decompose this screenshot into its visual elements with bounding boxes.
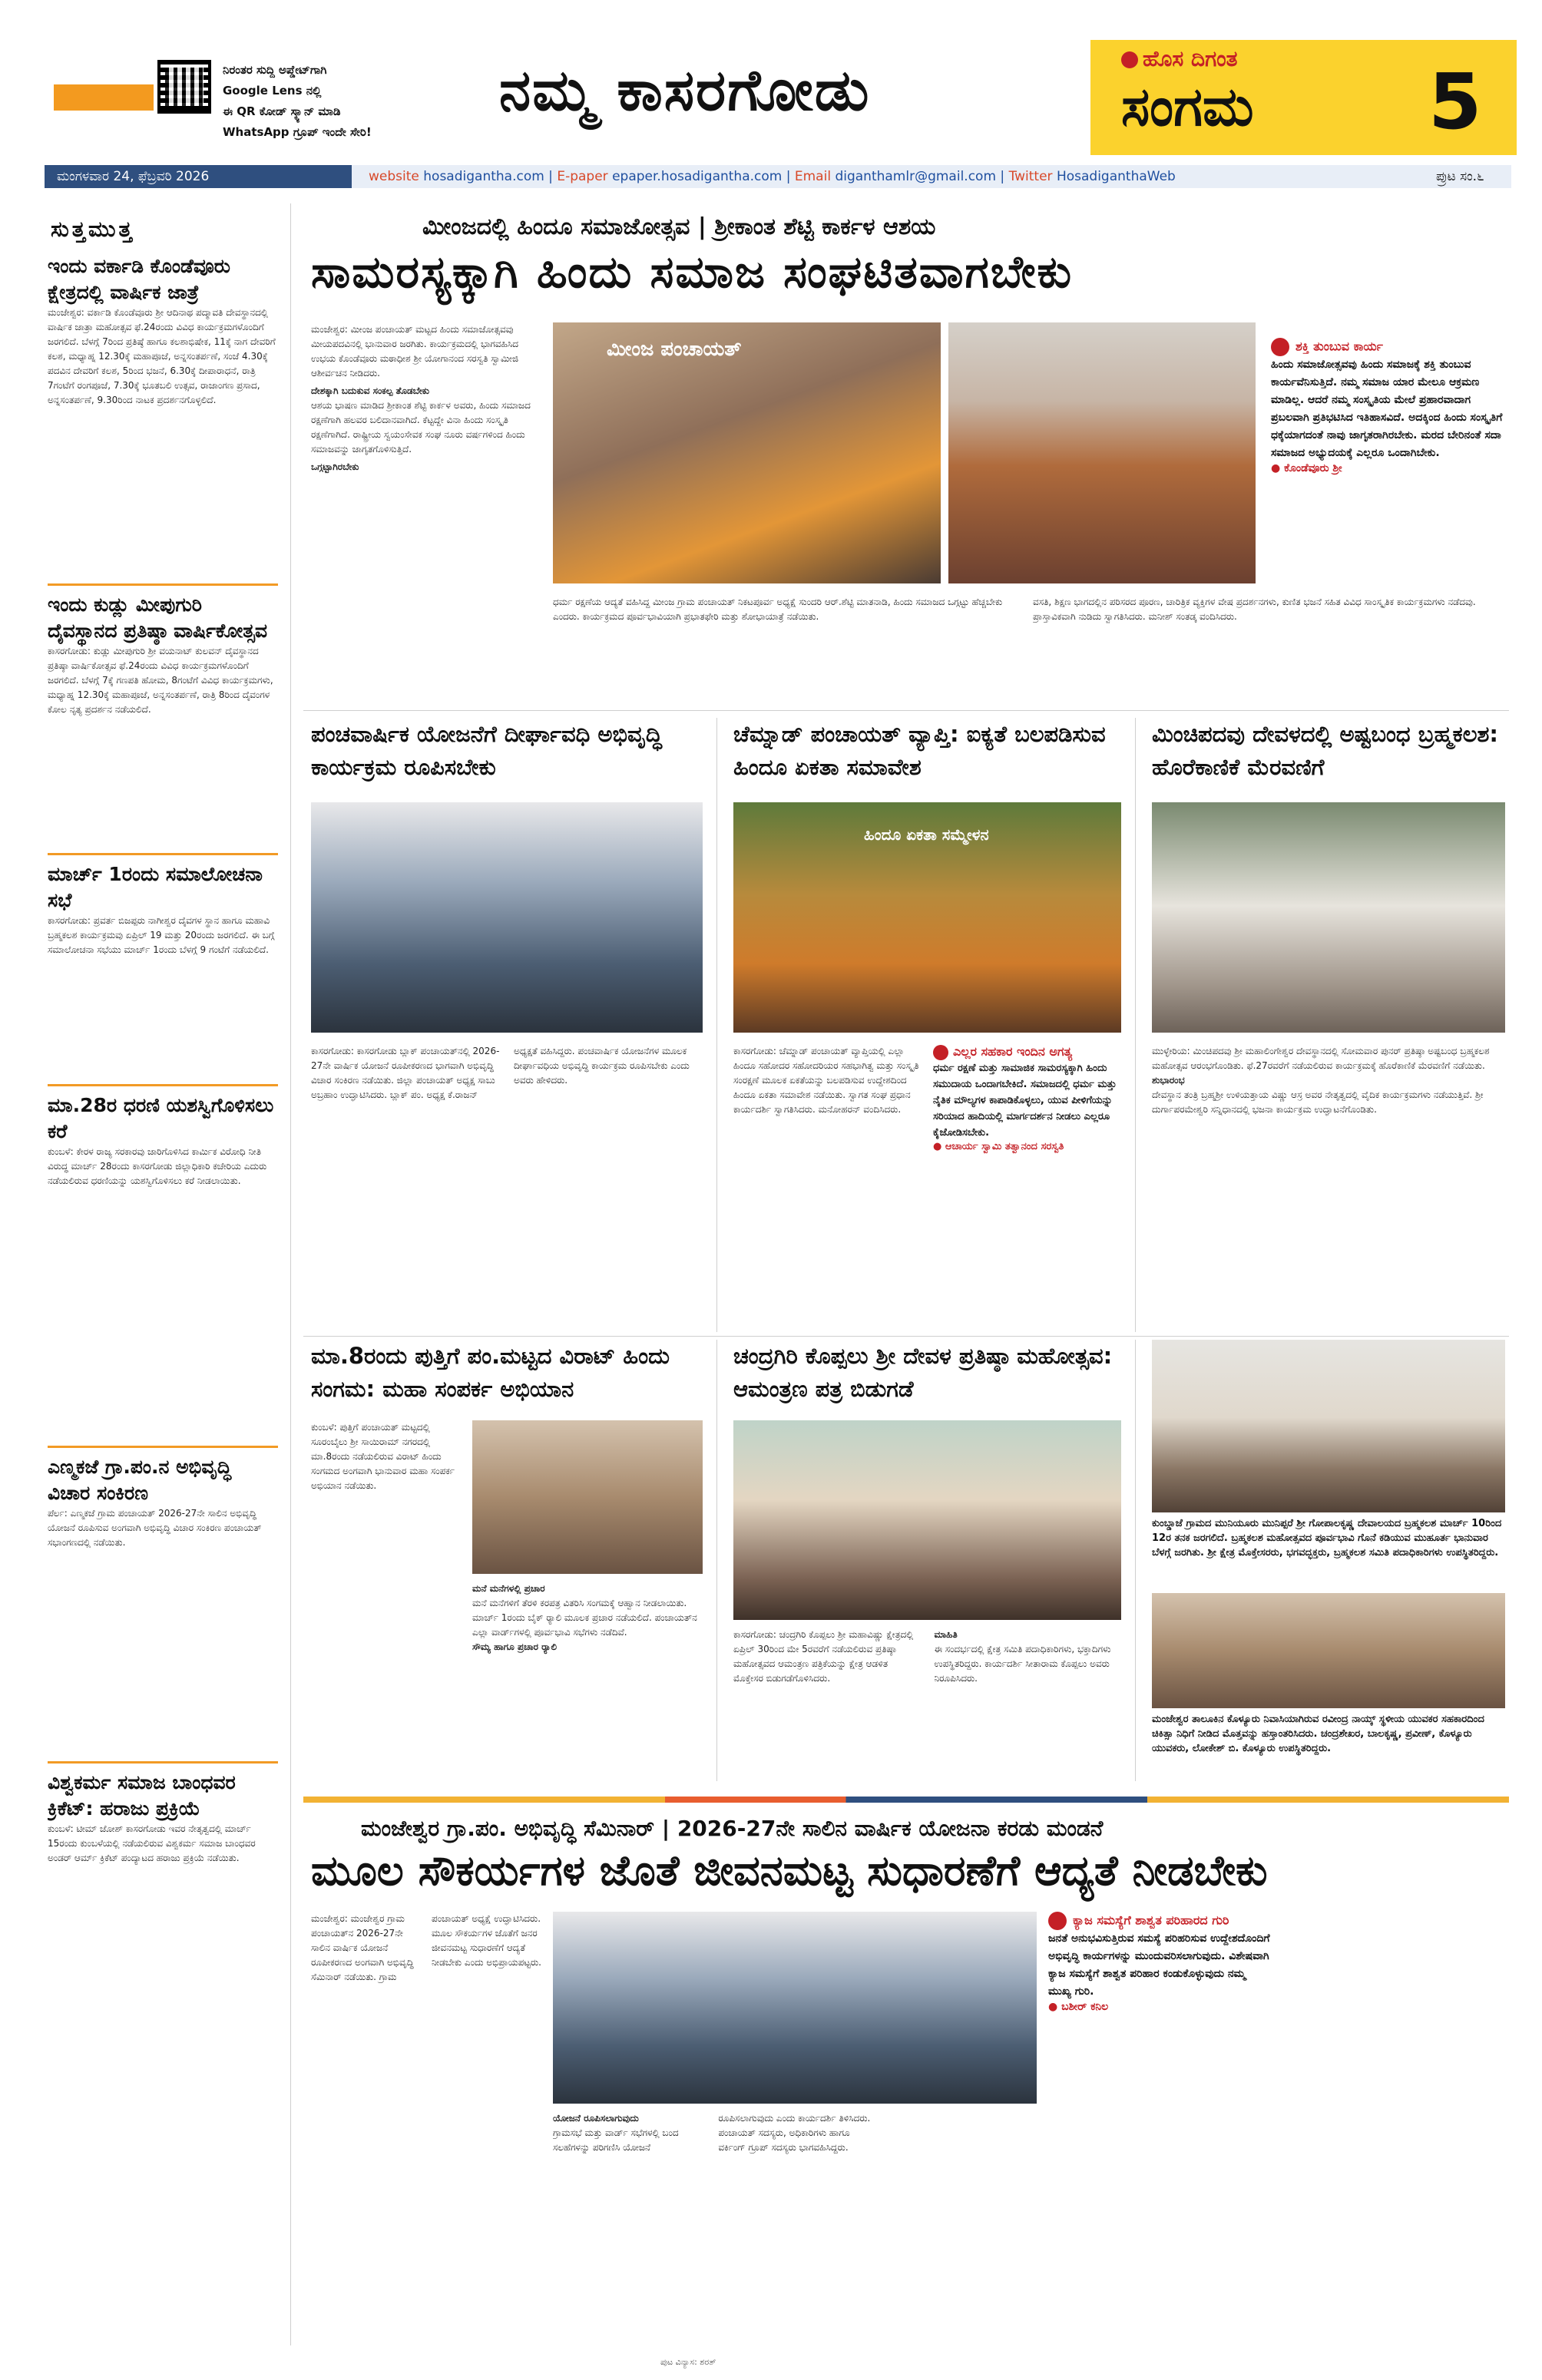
- brief-caption-1: ಕುಂಬ್ಡಾಜೆ ಗ್ರಾಮದ ಮುನಿಯೂರು ಮುನಿಪ್ಪರೆ ಶ್ರೀ ಗೋಪಾಲಕೃಷ್ಣ ದೇವಾಲಯದ ಬ್ರಹ್ಮಕಲಶ ಮಾರ್ಚ್ 10ರಿಂದ 12ರ ತನಕ ಜರಗಲಿದೆ. ಬ್ರಹ್ಮಕಲಶ ಮಹೋತ್ಸವದ ಪೂರ್ವಭಾವಿ ಗೊನೆ ಕಡಿಯುವ ಮುಹೂರ್ತ ಭಾನುವಾರ ಬೆಳಗ್ಗೆ ಜರಗಿತು. ಶ್ರೀ ಕ್ಷೇತ್ರ ಮೊಕ್ತೇಸರರು, ಭಗವದ್ಭಕ್ತರು, ಬ್ರಹ್ಮಕಲಶ ಸಮಿತಿ ಪದಾಧಿಕಾರಿಗಳು ಉಪಸ್ಥಿತರಿದ್ದರು.: [1152, 1518, 1502, 1559]
- sidebar-headline[interactable]: ಮಾ.28ರ ಧರಣಿ ಯಶಸ್ವಿಗೊಳಿಸಲು ಕರೆ: [48, 1094, 274, 1142]
- story-subhead: ಮಾಹಿತಿ: [934, 1629, 958, 1640]
- story-body: ಮನೆ ಮನೆಗಳಿಗೆ ತೆರಳಿ ಕರಪತ್ರ ವಿತರಿಸಿ ಸಂಗಮಕ್ಕೆ ಆಹ್ವಾನ ನೀಡಲಾಯಿತು. ಮಾರ್ಚ್ 1ರಂದು ಬೈಕ್ ರ‍್ಯಾಲಿ ಮೂಲಕ ಪ್ರಚಾರ ನಡೆಯಲಿದೆ. ಪಂಚಾಯತ್‌ನ ಎಲ್ಲಾ ವಾರ್ಡ್‌ಗಳಲ್ಲಿ ಪೂರ್ವಭಾವಿ ಸಭೆಗಳು ನಡೆದಿವೆ.: [472, 1598, 697, 1638]
- photo-banner: ಹಿಂದೂ ಏಕತಾ ಸಮ್ಮೇಳನ: [864, 825, 989, 844]
- story-headline[interactable]: ಚಂದ್ರಗಿರಿ ಕೊಪ್ಪಲು ಶ್ರೀ ದೇವಳ ಪ್ರತಿಷ್ಠಾ ಮಹೋತ್ಸವ: ಆಮಂತ್ರಣ ಪತ್ರ ಬಿಡುಗಡೆ: [733, 1343, 1113, 1402]
- story-subhead: ಶುಭಾರಂಭ: [1152, 1075, 1185, 1086]
- email-link[interactable]: diganthamlr@gmail.com: [835, 169, 997, 184]
- sidebar-body: ಪೆರ್ಲ: ಎಣ್ಮಕಜೆ ಗ್ರಾಮ ಪಂಚಾಯತ್ 2026-27ನೇ ಸಾಲಿನ ಅಭಿವೃದ್ಧಿ ಯೋಜನೆ ರೂಪಿಸುವ ಅಂಗವಾಗಿ ಅಭಿವೃದ್ಧಿ ವಿಚಾರ ಸಂಕಿರಣ ಪಂಚಾಯತ್ ಸಭಾಂಗಣದಲ್ಲಿ ನಡೆಯಿತು.: [48, 1508, 262, 1548]
- masthead-accent-bar: [54, 84, 154, 111]
- story-panchavarshika: [303, 718, 706, 1332]
- divider: [48, 853, 278, 855]
- lead-body-column: [1033, 595, 1505, 718]
- callout-header: [1271, 338, 1505, 356]
- story-body: ಕುಂಬಳೆ: ಪುತ್ತಿಗೆ ಪಂಚಾಯತ್ ಮಟ್ಟದಲ್ಲಿ ಸೂರಂಬೈಲು ಶ್ರೀ ಸಾಯಿರಾಮ್ ನಗರದಲ್ಲಿ ಮಾ.8ರಂದು ನಡೆಯಲಿರುವ ವಿರಾಟ್ ಹಿಂದು ಸಂಗಮದ ಅಂಗವಾಗಿ ಭಾನುವಾರ ಮಹಾ ಸಂಪರ್ಕ ಅಭಿಯಾನ ನಡೆಯಿತು.: [311, 1422, 455, 1491]
- sidebar-body: ಕಾಸರಗೋಡು: ಪ್ರವರ್ತ ಬಿಜಪ್ಪರು ನಾಗೀಶ್ವರ ದೈವಗಳ ಸ್ಥಾನ ಹಾಗೂ ಮಹಾವಿ ಬ್ರಹ್ಮಕಲಶ ಕಾರ್ಯಕ್ರಮವು ಏಪ್ರಿಲ್ 19 ಮತ್ತು 20ರಂದು ಜರಗಲಿದೆ. ಈ ಬಗ್ಗೆ ಸಮಾಲೋಚನಾ ಸಭೆಯು ಮಾರ್ಚ್ 1ರಂದು ಬೆಳಗ್ಗೆ 9 ಗಂಟೆಗೆ ನಡೆಯಲಿದೆ.: [48, 915, 275, 955]
- brief-photo-2: [1152, 1593, 1505, 1708]
- twitter-link[interactable]: HosadiganthaWeb: [1056, 169, 1176, 184]
- sidebar-item: [48, 1770, 278, 2077]
- qr-instructions: [223, 60, 476, 143]
- bottom-body-column: [553, 2111, 1037, 2342]
- callout-title: ಶಕ್ತಿ ತುಂಬುವ ಕಾರ್ಯ: [1295, 339, 1383, 354]
- sidebar-item: [48, 1092, 278, 1446]
- sidebar-item: [48, 253, 278, 583]
- callout-header: [933, 1044, 1121, 1060]
- lead-body: ಧರ್ಮ ರಕ್ಷಣೆಯ ಆದ್ಯತೆ ವಹಿಸಿದ್ದ ಮೀಂಜ ಗ್ರಾಮ ಪಂಚಾಯತ್ ನಿಕಟಪೂರ್ವ ಅಧ್ಯಕ್ಷೆ ಸುಂದರಿ ಆರ್.ಶೆಟ್ಟಿ ಮಾತನಾಡಿ, ಹಿಂದು ಸಮಾಜದ ಒಗ್ಗಟ್ಟು ಹೆಚ್ಚಬೇಕು ಎಂದರು. ಕಾರ್ಯಕ್ರಮದ ಪೂರ್ವಭಾವಿಯಾಗಿ ಪ್ರಭಾತಫೇರಿ ಮತ್ತು ಶೋಭಾಯಾತ್ರೆ ನಡೆಯಿತು.: [553, 597, 1003, 622]
- story-chemnad: [726, 718, 1125, 1332]
- callout-quote-icon: [1048, 1912, 1067, 1930]
- page-title: ನಮ್ಮ ಕಾಸರಗೋಡು: [499, 58, 871, 124]
- story-photo: [311, 802, 703, 1033]
- brand-top-label: ಹೊಸ ದಿಗಂತ: [1143, 46, 1238, 71]
- callout-quote-icon: [1271, 338, 1289, 356]
- lead-subhead: ಒಗ್ಗಟ್ಟಾಗಿರಬೇಕು: [311, 461, 359, 472]
- lead-body-column: [311, 322, 541, 714]
- story-subhead: ಸೌಮ್ಯ ಹಾಗೂ ಪ್ರಚಾರ ರ‍್ಯಾಲಿ: [472, 1641, 558, 1652]
- brand-name: ಸಂಗಮ: [1121, 75, 1254, 138]
- story-headline[interactable]: ಪಂಚವಾರ್ಷಿಕ ಯೋಜನೆಗೆ ದೀರ್ಘಾವಧಿ ಅಭಿವೃದ್ಧಿ ಕಾರ್ಯಕ್ರಮ ರೂಪಿಸಬೇಕು: [311, 721, 662, 780]
- sidebar-body: ಕುಂಬಳೆ: ಕೇರಳ ರಾಜ್ಯ ಸರಕಾರವು ಜಾರಿಗೊಳಿಸಿದ ಕಾರ್ಮಿಕ ವಿರೋಧಿ ನೀತಿ ವಿರುದ್ಧ ಮಾರ್ಚ್ 28ರಂದು ಕಾಸರಗೋಡು ಜಿಲ್ಲಾಧಿಕಾರಿ ಕಚೇರಿಯ ಎದುರು ನಡೆಯಲಿರುವ ಧರಣಿಯನ್ನು ಯಶಸ್ವಿಗೊಳಿಸಲು ಕರೆ ನೀಡಲಾಯಿತು.: [48, 1146, 267, 1186]
- sidebar-body: ಕಾಸರಗೋಡು: ಕುಡ್ಲು ಮೀಪುಗುರಿ ಶ್ರೀ ವಯನಾಟ್ ಕುಲವನ್ ದೈವಸ್ಥಾನದ ಪ್ರತಿಷ್ಠಾ ವಾರ್ಷಿಕೋತ್ಸವ ಫೆ.24ರಂದು ವಿವಿಧ ಕಾರ್ಯಕ್ರಮಗಳೊಂದಿಗೆ ಜರಗಲಿದೆ. ಬೆಳಗ್ಗೆ 7ಕ್ಕೆ ಗಣಪತಿ ಹೋಮ, 8ಗಂಟೆಗೆ ವಿವಿಧ ಕಾರ್ಯಕ್ರಮಗಳು, ಮಧ್ಯಾಹ್ನ 12.30ಕ್ಕೆ ಮಹಾಪೂಜೆ, ಅನ್ನಸಂತರ್ಪಣೆ, ರಾತ್ರಿ 8ರಿಂದ ದೈವಂಗಳ ಕೋಲ ನೃತ್ಯ ಪ್ರದರ್ಶನ ನಡೆಯಲಿದೆ.: [48, 646, 273, 715]
- callout-header: [1048, 1912, 1271, 1930]
- callout-signature: ● ಆಚಾರ್ಯ ಸ್ವಾಮಿ ತತ್ವಾನಂದ ಸರಸ್ವತಿ: [933, 1140, 1064, 1152]
- contact-links: website hosadigantha.com | E-paper epaper.hosadigantha.com | Email diganthamlr@gmail.com | Twitter HosadiganthaWeb: [369, 169, 1176, 184]
- divider: [48, 1446, 278, 1448]
- bottom-kicker: ಮಂಜೇಶ್ವರ ಗ್ರಾ.ಪಂ. ಅಭಿವೃದ್ಧಿ ಸೆಮಿನಾರ್ | 2026-27ನೇ ಸಾಲಿನ ವಾರ್ಷಿಕ ಯೋಜನಾ ಕರಡು ಮಂಡನೆ: [361, 1816, 1104, 1841]
- sidebar-item: [48, 861, 278, 1084]
- website-label: website: [369, 169, 419, 184]
- photo-banner: ಮೀಂಜ ಪಂಚಾಯತ್: [607, 338, 742, 361]
- story-body: ಕಾಸರಗೋಡು: ಚಂದ್ರಗಿರಿ ಕೊಪ್ಪಲು ಶ್ರೀ ಮಹಾವಿಷ್ಣು ಕ್ಷೇತ್ರದಲ್ಲಿ ಏಪ್ರಿಲ್ 30ರಿಂದ ಮೇ 5ರವರೆಗೆ ನಡೆಯಲಿರುವ ಪ್ರತಿಷ್ಠಾ ಮಹೋತ್ಸವದ ಆಮಂತ್ರಣ ಪತ್ರಿಕೆಯನ್ನು ಕ್ಷೇತ್ರ ಆಡಳಿತ ಮೊಕ್ತೇಸರ ಬಿಡುಗಡೆಗೊಳಿಸಿದರು.: [733, 1629, 914, 1684]
- brief-caption-2: ಮಂಜೇಶ್ವರ ತಾಲೂಕಿನ ಕೊಳ್ಯೂರು ನಿವಾಸಿಯಾಗಿರುವ ರವೀಂದ್ರ ನಾಯ್ಕ್ ಸ್ಥಳೀಯ ಯುವಕರ ಸಹಕಾರದಿಂದ ಚಿಕಿತ್ಸಾ ನಿಧಿಗೆ ನೀಡಿದ ಮೊತ್ತವನ್ನು ಹಸ್ತಾಂತರಿಸಿದರು. ಚಂದ್ರಶೇಖರ, ಬಾಲಕೃಷ್ಣ, ಪ್ರವೀಣ್, ಕೊಳ್ಯೂರು ಯುವಕರು, ಲೋಕೇಶ್ ಬಿ. ಕೊಳ್ಯೂರು ಉಪಸ್ಥಿತರಿದ್ದರು.: [1152, 1714, 1484, 1754]
- epaper-label: E-paper: [557, 169, 608, 184]
- lead-body: ವಸತಿ, ಶಿಕ್ಷಣ ಭಾಗದಲ್ಲಿನ ಪರಿಸರದ ಪೂರಣ, ಚಾರಿತ್ರಿಕ ವ್ಯಕ್ತಿಗಳ ವೇಷ ಪ್ರದರ್ಶನಗಳು, ಕುಣಿತ ಭಜನೆ ಸಹಿತ ವಿವಿಧ ಸಾಂಸ್ಕೃತಿಕ ಕಾರ್ಯಕ್ರಮಗಳು ನಡೆದವು. ಪ್ರಾಸ್ತಾವಿಕವಾಗಿ ನುಡಿದು ಸ್ವಾಗತಿಸಿದರು. ಮನೀಶ್ ಸಂತಡ್ಕ ವಂದಿಸಿದರು.: [1033, 597, 1476, 622]
- brand-top-line: [1121, 46, 1238, 72]
- page-label: ಪ್ರುಟ ಸಂ.೬: [1436, 169, 1484, 184]
- page-footer: ಪುಟ ವಿನ್ಯಾಸ: ಶರತ್: [660, 2357, 716, 2367]
- story-body: ಮುಳ್ಳೇರಿಯ: ಮಿಂಚಿಪದವು ಶ್ರೀ ಮಹಾಲಿಂಗೇಶ್ವರ ದೇವಸ್ಥಾನದಲ್ಲಿ ಸೋಮವಾರ ಪುನರ್ ಪ್ರತಿಷ್ಠಾ ಅಷ್ಟಬಂಧ ಬ್ರಹ್ಮಕಲಶ ಮಹೋತ್ಸವ ಆರಂಭಗೊಂಡಿತು. ಫೆ.27ರವರೆಗೆ ನಡೆಯಲಿರುವ ಕಾರ್ಯಕ್ರಮಕ್ಕೆ ಹೊರೆಕಾಣಿಕೆ ಮೆರವಣಿಗೆ ನಡೆಯಿತು.: [1152, 1046, 1490, 1071]
- divider: [48, 1084, 278, 1086]
- sidebar-item: [48, 592, 278, 853]
- sidebar-item: [48, 1454, 278, 1761]
- qr-line: WhatsApp ಗ್ರೂಪ್ ಇಂದೇ ಸೇರಿ!: [223, 125, 372, 139]
- sidebar-headline[interactable]: ಎಣ್ಮಕಜೆ ಗ್ರಾ.ಪಂ.ನ ಅಭಿವೃದ್ಧಿ ವಿಚಾರ ಸಂಕಿರಣ: [48, 1456, 232, 1504]
- column-divider: [1135, 718, 1136, 1332]
- callout-signature-name: ಕೊಂಡೆವೂರು ಶ್ರೀ: [1284, 462, 1342, 474]
- sidebar-headline[interactable]: ವಿಶ್ವಕರ್ಮ ಸಮಾಜ ಬಾಂಧವರ ಕ್ರಿಕೆಟ್: ಹರಾಜು ಪ್ರಕ್ರಿಯೆ: [48, 1771, 236, 1820]
- qr-line: Google Lens ನಲ್ಲಿ: [223, 84, 322, 98]
- callout-body: ಜನತೆ ಅನುಭವಿಸುತ್ತಿರುವ ಸಮಸ್ಯೆ ಪರಿಹರಿಸುವ ಉದ್ದೇಶದೊಂದಿಗೆ ಅಭಿವೃದ್ಧಿ ಕಾರ್ಯಗಳನ್ನು ಮುಂದುವರಿಸಲಾಗುವುದು. ವಿಶೇಷವಾಗಿ ಕ್ಯಾಜ ಸಮಸ್ಯೆಗೆ ಶಾಶ್ವತ ಪರಿಹಾರ ಕಂಡುಕೊಳ್ಳುವುದು ನಮ್ಮ ಮುಖ್ಯ ಗುರಿ.: [1048, 1932, 1270, 1998]
- email-label: Email: [794, 169, 832, 184]
- lead-body: ಆಶಯ ಭಾಷಣ ಮಾಡಿದ ಶ್ರೀಕಾಂತ ಶೆಟ್ಟಿ ಕಾರ್ಕಳ ಅವರು, ಹಿಂದು ಸಮಾಜದ ರಕ್ಷಣೆಗಾಗಿ ಹಲವರ ಬಲಿದಾನವಾಗಿದೆ. ಕೆಟ್ಟದ್ದೇ ವಿನಾ ಹಿಂದು ಸಂಸ್ಕೃತಿ ರಕ್ಷಣೆಗಾಗಿದೆ. ರಾಷ್ಟ್ರೀಯ ಸ್ವಯಂಸೇವಕ ಸಂಘ ನೂರು ವರ್ಷಗಳಿಂದ ಹಿಂದು ಸಮಾಜವನ್ನು ಜಾಗೃತಗೊಳಿಸುತ್ತಿದೆ.: [311, 400, 531, 455]
- sidebar-brand: ಸುತ್ತಮುತ್ತ: [51, 217, 135, 242]
- website-link[interactable]: hosadigantha.com: [423, 169, 544, 184]
- brand-logo-icon: [1121, 51, 1138, 68]
- callout-title: ಎಲ್ಲರ ಸಹಕಾರ ಇಂದಿನ ಅಗತ್ಯ: [953, 1044, 1073, 1059]
- qr-line: ಈ QR ಕೋಡ್ ಸ್ಕ್ಯಾನ್ ಮಾಡಿ: [223, 104, 341, 118]
- bottom-callout: [1048, 1912, 1271, 2134]
- sidebar-body: ಮಂಜೇಶ್ವರ: ವರ್ಕಾಡಿ ಕೊಂಡೆವೂರು ಶ್ರೀ ಆದಿನಾಥ ಪದ್ಮಾವತಿ ದೇವಸ್ಥಾನದಲ್ಲಿ ವಾರ್ಷಿಕ ಜಾತ್ರಾ ಮಹೋತ್ಸವ ಫೆ.24ರಂದು ವಿವಿಧ ಕಾರ್ಯಕ್ರಮಗಳೊಂದಿಗೆ ಜರಗಲಿದೆ. ಬೆಳಗ್ಗೆ 7ರಿಂದ ಪ್ರತಿಷ್ಠೆ ಹಾಗೂ ಕಲಶಾಭಿಷೇಕ, 11ಕ್ಕೆ ನಾಗ ದೇವರಿಗೆ ಕಲಶ, ಮಧ್ಯಾಹ್ನ 12.30ಕ್ಕೆ ಮಹಾಪೂಜೆ, ಅನ್ನಸಂತರ್ಪಣೆ, ಸಂಜೆ 4.30ಕ್ಕೆ ಪದವಿನ ದೇವರಿಗೆ ಕಲಶ, 5ರಿಂದ ಭಜನೆ, 6.30ಕ್ಕೆ ದೀಪಾರಾಧನೆ, ರಾತ್ರಿ 7ಗಂಟೆಗೆ ರಂಗಪೂಜೆ, 7.30ಕ್ಕೆ ಭೂತಬಲಿ ಉತ್ಸವ, ರಾಜಾಂಗಣ ಪ್ರಸಾದ, ಅನ್ನಸಂತರ್ಪಣೆ, 9.30ರಿಂದ ನಾಟಕ ಪ್ರದರ್ಶನಗೊಳ್ಳಲಿದೆ.: [48, 307, 276, 405]
- sidebar-headline[interactable]: ಇಂದು ಕುಡ್ಲು ಮೀಪುಗುರಿ ದೈವಸ್ಥಾನದ ಪ್ರತಿಷ್ಠಾ ವಾರ್ಷಿಕೋತ್ಸವ: [48, 593, 268, 642]
- bottom-body: ಮಂಜೇಶ್ವರ: ಮಂಜೇಶ್ವರ ಗ್ರಾಮ ಪಂಚಾಯತ್‌ನ 2026-27ನೇ ಸಾಲಿನ ವಾರ್ಷಿಕ ಯೋಜನೆ ರೂಪೀಕರಣದ ಅಂಗವಾಗಿ ಅಭಿವೃದ್ಧಿ ಸೆಮಿನಾರ್ ನಡೆಯಿತು. ಗ್ರಾಮ ಪಂಚಾಯತ್ ಅಧ್ಯಕ್ಷೆ ಉದ್ಘಾಟಿಸಿದರು. ಮೂಲ ಸೌಕರ್ಯಗಳ ಜೊತೆಗೆ ಜನರ ಜೀವನಮಟ್ಟ ಸುಧಾರಣೆಗೆ ಆದ್ಯತೆ ನೀಡಬೇಕು ಎಂದು ಅಭಿಪ್ರಾಯಪಟ್ಟರು.: [311, 1913, 541, 1982]
- story-headline[interactable]: ಚೆಮ್ನಾಡ್ ಪಂಚಾಯತ್ ವ್ಯಾಪ್ತಿ: ಐಕ್ಯತೆ ಬಲಪಡಿಸುವ ಹಿಂದೂ ಏಕತಾ ಸಮಾವೇಶ: [733, 721, 1106, 780]
- story-photo: [1152, 802, 1505, 1033]
- callout-title: ಕ್ಯಾಜ ಸಮಸ್ಯೆಗೆ ಶಾಶ್ವತ ಪರಿಹಾರದ ಗುರಿ: [1073, 1912, 1229, 1928]
- lead-headline[interactable]: ಸಾಮರಸ್ಯಕ್ಕಾಗಿ ಹಿಂದು ಸಮಾಜ ಸಂಘಟಿತವಾಗಬೇಕು: [311, 246, 1074, 298]
- decorative-rule: [303, 1797, 1509, 1803]
- lead-subhead: ದೇಶಕ್ಕಾಗಿ ಬದುಕುವ ಸಂಕಲ್ಪ ತೊಡಬೇಕು: [311, 385, 430, 396]
- divider: [48, 583, 278, 586]
- story-puttige: [303, 1340, 706, 1781]
- story-body: ಈ ಸಂದರ್ಭದಲ್ಲಿ ಕ್ಷೇತ್ರ ಸಮಿತಿ ಪದಾಧಿಕಾರಿಗಳು, ಭಕ್ತಾದಿಗಳು ಉಪಸ್ಥಿತರಿದ್ದರು. ಕಾರ್ಯದರ್ಶಿ ಸೀತಾರಾಮ ಕೊಪ್ಪಲು ಅವರು ನಿರೂಪಿಸಿದರು.: [934, 1644, 1111, 1684]
- story-subhead: ಮನೆ ಮನೆಗಳಲ್ಲಿ ಪ್ರಚಾರ: [472, 1583, 545, 1594]
- brief-photo-1: [1152, 1340, 1505, 1512]
- lead-kicker: ಮೀಂಜದಲ್ಲಿ ಹಿಂದೂ ಸಮಾಜೋತ್ಸವ | ಶ್ರೀಕಾಂತ ಶೆಟ್ಟಿ ಕಾರ್ಕಳ ಆಶಯ: [422, 213, 936, 240]
- epaper-link[interactable]: epaper.hosadigantha.com: [612, 169, 783, 184]
- lead-photo-2: [948, 322, 1256, 583]
- story-body: ಕಾಸರಗೋಡು: ಚೆಮ್ನಾಡ್ ಪಂಚಾಯತ್ ವ್ಯಾಪ್ತಿಯಲ್ಲಿ ಎಲ್ಲಾ ಹಿಂದೂ ಸಹೋದರ ಸಹೋದರಿಯರ ಸಹಭಾಗಿತ್ವ ಮತ್ತು ಸಂಸ್ಕೃತಿ ಸಂರಕ್ಷಣೆ ಮೂಲಕ ಏಕತೆಯನ್ನು ಬಲಪಡಿಸುವ ಉದ್ದೇಶದಿಂದ ಹಿಂದೂ ಏಕತಾ ಸಮಾವೇಶ ನಡೆಯಿತು. ಸ್ವಾಗತ ಸಂಘ ಪ್ರಧಾನ ಕಾರ್ಯದರ್ಶಿ ಸ್ವಾಗತಿಸಿದರು. ಮನೋಹರನ್ ವಂದಿಸಿದರು.: [733, 1046, 919, 1115]
- sidebar-headline[interactable]: ಇಂದು ವರ್ಕಾಡಿ ಕೊಂಡೆವೂರು ಕ್ಷೇತ್ರದಲ್ಲಿ ವಾರ್ಷಿಕ ಜಾತ್ರೆ: [48, 255, 230, 303]
- column-divider: [716, 1340, 717, 1781]
- callout-signature-name: ಆಚಾರ್ಯ ಸ್ವಾಮಿ ತತ್ವಾನಂದ ಸರಸ್ವತಿ: [945, 1140, 1064, 1152]
- story-body-column: [1152, 1044, 1505, 1328]
- bottom-body-2: ಗ್ರಾಮಸಭೆ ಮತ್ತು ವಾರ್ಡ್ ಸಭೆಗಳಲ್ಲಿ ಬಂದ ಸಲಹೆಗಳನ್ನು ಪರಿಗಣಿಸಿ ಯೋಜನೆ ರೂಪಿಸಲಾಗುವುದು ಎಂದು ಕಾರ್ಯದರ್ಶಿ ತಿಳಿಸಿದರು. ಪಂಚಾಯತ್ ಸದಸ್ಯರು, ಅಧಿಕಾರಿಗಳು ಹಾಗೂ ವರ್ಕಿಂಗ್ ಗ್ರೂಪ್ ಸದಸ್ಯರು ಭಾಗವಹಿಸಿದ್ದರು.: [553, 2113, 871, 2153]
- story-body: ದೇವಸ್ಥಾನ ತಂತ್ರಿ ಬ್ರಹ್ಮಶ್ರೀ ಉಳಿಯತ್ತಾಯ ವಿಷ್ಣು ಆಸ್ರ ಅವರ ನೇತೃತ್ವದಲ್ಲಿ ವೈದಿಕ ಕಾರ್ಯಕ್ರಮಗಳು ನಡೆಯುತ್ತಿವೆ. ಶ್ರೀ ದುರ್ಗಾಪರಮೇಶ್ವರಿ ಸನ್ನಿಧಾನದಲ್ಲಿ ಭಜನಾ ಕಾರ್ಯಕ್ರಮ ಉದ್ಘಾಟನೆಗೊಂಡಿತು.: [1152, 1089, 1484, 1115]
- story-minchipadavu: [1144, 718, 1509, 1332]
- sidebar-headline[interactable]: ಮಾರ್ಚ್ 1ರಂದು ಸಮಾಲೋಚನಾ ಸಭೆ: [48, 863, 263, 911]
- section-divider: [303, 1336, 1509, 1337]
- story-headline[interactable]: ಮಿಂಚಿಪದವು ದೇವಳದಲ್ಲಿ ಅಷ್ಟಬಂಧ ಬ್ರಹ್ಮಕಲಶ: ಹೊರೆಕಾಣಿಕೆ ಮೆರವಣಿಗೆ: [1152, 721, 1498, 780]
- column-divider: [290, 203, 291, 2345]
- callout-body: ಹಿಂದು ಸಮಾಜೋತ್ಸವವು ಹಿಂದು ಸಮಾಜಕ್ಕೆ ಶಕ್ತಿ ತುಂಬುವ ಕಾರ್ಯವೆನಿಸುತ್ತಿದೆ. ನಮ್ಮ ಸಮಾಜ ಯಾರ ಮೇಲೂ ಆಕ್ರಮಣ ಮಾಡಿಲ್ಲ. ಆದರೆ ನಮ್ಮ ಸಂಸ್ಕೃತಿಯ ಮೇಲೆ ಪ್ರಹಾರವಾದಾಗ ಪ್ರಬಲವಾಗಿ ಪ್ರತಿಭಟಿಸಿದ ಇತಿಹಾಸವಿದೆ. ಅದಕ್ಕಿಂದ ಹಿಂದು ಸಂಸ್ಕೃತಿಗೆ ಧಕ್ಕೆಯಾಗದಂತೆ ನಾವು ಜಾಗೃತರಾಗಿರಬೇಕು. ಮರದ ಬೇರಿನಂತೆ ಸದಾ ಸಮಾಜದ ಅಭ್ಯುದಯಕ್ಕೆ ಎಲ್ಲರೂ ಒಂದಾಗಿಬೇಕು.: [1271, 359, 1503, 459]
- lead-photo-1: [553, 322, 941, 583]
- story-chandragiri: [726, 1340, 1125, 1781]
- divider: [48, 1761, 278, 1764]
- lead-callout: [1271, 338, 1505, 583]
- callout-signature: ● ಬಶೀರ್ ಕನಿಲ: [1048, 2001, 1109, 2013]
- story-headline[interactable]: ಮಾ.8ರಂದು ಪುತ್ತಿಗೆ ಪಂ.ಮಟ್ಟದ ವಿರಾಟ್ ಹಿಂದು ಸಂಗಮ: ಮಹಾ ಸಂಪರ್ಕ ಅಭಿಯಾನ: [311, 1343, 670, 1402]
- column-divider: [1135, 1340, 1136, 1781]
- bottom-headline[interactable]: ಮೂಲ ಸೌಕರ್ಯಗಳ ಜೊತೆ ಜೀವನಮಟ್ಟ ಸುಧಾರಣೆಗೆ ಆದ್ಯತೆ ನೀಡಬೇಕು: [311, 1846, 1268, 1895]
- qr-code-icon[interactable]: [157, 60, 211, 114]
- callout-quote-icon: [933, 1045, 948, 1060]
- page-number: 5: [1428, 57, 1482, 147]
- bottom-subhead: ಯೋಜನೆ ರೂಪಿಸಲಾಗುವುದು: [553, 2113, 639, 2124]
- callout-body: ಧರ್ಮ ರಕ್ಷಣೆ ಮತ್ತು ಸಾಮಾಜಿಕ ಸಾಮರಸ್ಯಕ್ಕಾಗಿ ಹಿಂದು ಸಮುದಾಯ ಒಂದಾಗಬೇಕಿದೆ. ಸಮಾಜದಲ್ಲಿ ಧರ್ಮ ಮತ್ತು ನೈತಿಕ ಮೌಲ್ಯಗಳ ಕಾಪಾಡಿಕೊಳ್ಳಲು, ಯುವ ಪೀಳಿಗೆಯನ್ನು ಸರಿಯಾದ ಹಾದಿಯಲ್ಲಿ ಮಾರ್ಗದರ್ಶನ ನೀಡಲು ಎಲ್ಲರೂ ಕೈಜೋಡಿಸಬೇಕು.: [933, 1062, 1117, 1139]
- twitter-label: Twitter: [1008, 169, 1053, 184]
- story-photo: [472, 1420, 703, 1574]
- sidebar-column: [48, 253, 278, 2077]
- callout-signature: ● ಕೊಂಡೆವೂರು ಶ್ರೀ: [1271, 462, 1342, 474]
- issue-date: ಮಂಗಳವಾರ 24, ಫೆಬ್ರವರಿ 2026: [45, 165, 352, 188]
- story-photo: [733, 1420, 1121, 1620]
- sidebar-body: ಕುಂಬಳೆ: ಟೀಮ್ ಜೋಶ್ ಕಾಸರಗೋಡು ಇವರ ನೇತೃತ್ವದಲ್ಲಿ ಮಾರ್ಚ್ 15ರಂದು ಕುಂಬಳೆಯಲ್ಲಿ ನಡೆಯಲಿರುವ ವಿಶ್ವಕರ್ಮ ಸಮಾಜ ಬಾಂಧವರ ಅಂಡರ್ ಆರ್ಮ್ ಕ್ರಿಕೆಟ್ ಪಂದ್ಯಾಟದ ಹರಾಜು ಪ್ರಕ್ರಿಯೆ ನಡೆಯಿತು.: [48, 1823, 256, 1863]
- column-divider: [716, 718, 717, 1332]
- lead-body-column: [553, 595, 1021, 718]
- section-divider: [303, 710, 1509, 711]
- story-body-column: [472, 1582, 703, 1773]
- qr-line: ನಿರಂತರ ಸುದ್ದಿ ಅಪ್ಡೇಟ್‌ಗಾಗಿ: [223, 63, 327, 77]
- bottom-photo: [553, 1912, 1037, 2104]
- story-body-column: [733, 1628, 1121, 1777]
- story-photo: [733, 802, 1121, 1033]
- photo-briefs: [1144, 1340, 1509, 1781]
- story-callout: [933, 1044, 1121, 1236]
- story-body: ಕಾಸರಗೋಡು: ಕಾಸರಗೋಡು ಬ್ಲಾಕ್ ಪಂಚಾಯತ್‌ನಲ್ಲಿ 2026-27ನೇ ವಾರ್ಷಿಕ ಯೋಜನೆ ರೂಪೀಕರಣದ ಭಾಗವಾಗಿ ಅಭಿವೃದ್ಧಿ ವಿಚಾರ ಸಂಕಿರಣ ನಡೆಯಿತು. ಜಿಲ್ಲಾ ಪಂಚಾಯತ್ ಅಧ್ಯಕ್ಷ ಸಾಬು ಅಬ್ರಹಾಂ ಉದ್ಘಾಟಿಸಿದರು. ಬ್ಲಾಕ್ ಪಂ. ಅಧ್ಯಕ್ಷ ಕೆ.ರಾಜನ್ ಅಧ್ಯಕ್ಷತೆ ವಹಿಸಿದ್ದರು. ಪಂಚವಾರ್ಷಿಕ ಯೋಜನೆಗಳ ಮೂಲಕ ದೀರ್ಘಾವಧಿಯ ಅಭಿವೃದ್ಧಿ ಕಾರ್ಯಕ್ರಮ ರೂಪಿಸಬೇಕು ಎಂದು ಅವರು ಹೇಳಿದರು.: [311, 1046, 690, 1100]
- callout-signature-name: ಬಶೀರ್ ಕನಿಲ: [1061, 2001, 1109, 2013]
- lead-body: ಮಂಜೇಶ್ವರ: ಮೀಂಜ ಪಂಚಾಯತ್ ಮಟ್ಟದ ಹಿಂದು ಸಮಾಜೋತ್ಸವವು ಮೀಯಪದವಿನಲ್ಲಿ ಭಾನುವಾರ ಜರಗಿತು. ಕಾರ್ಯಕ್ರಮದಲ್ಲಿ ಭಾಗವಹಿಸಿದ ಉಭಯ ಕೊಂಡೆವೂರು ಮಠಾಧೀಶ ಶ್ರೀ ಯೋಗಾನಂದ ಸರಸ್ವತಿ ಸ್ವಾಮೀಜಿ ಆಶೀರ್ವಚನ ನೀಡಿದರು.: [311, 324, 519, 378]
